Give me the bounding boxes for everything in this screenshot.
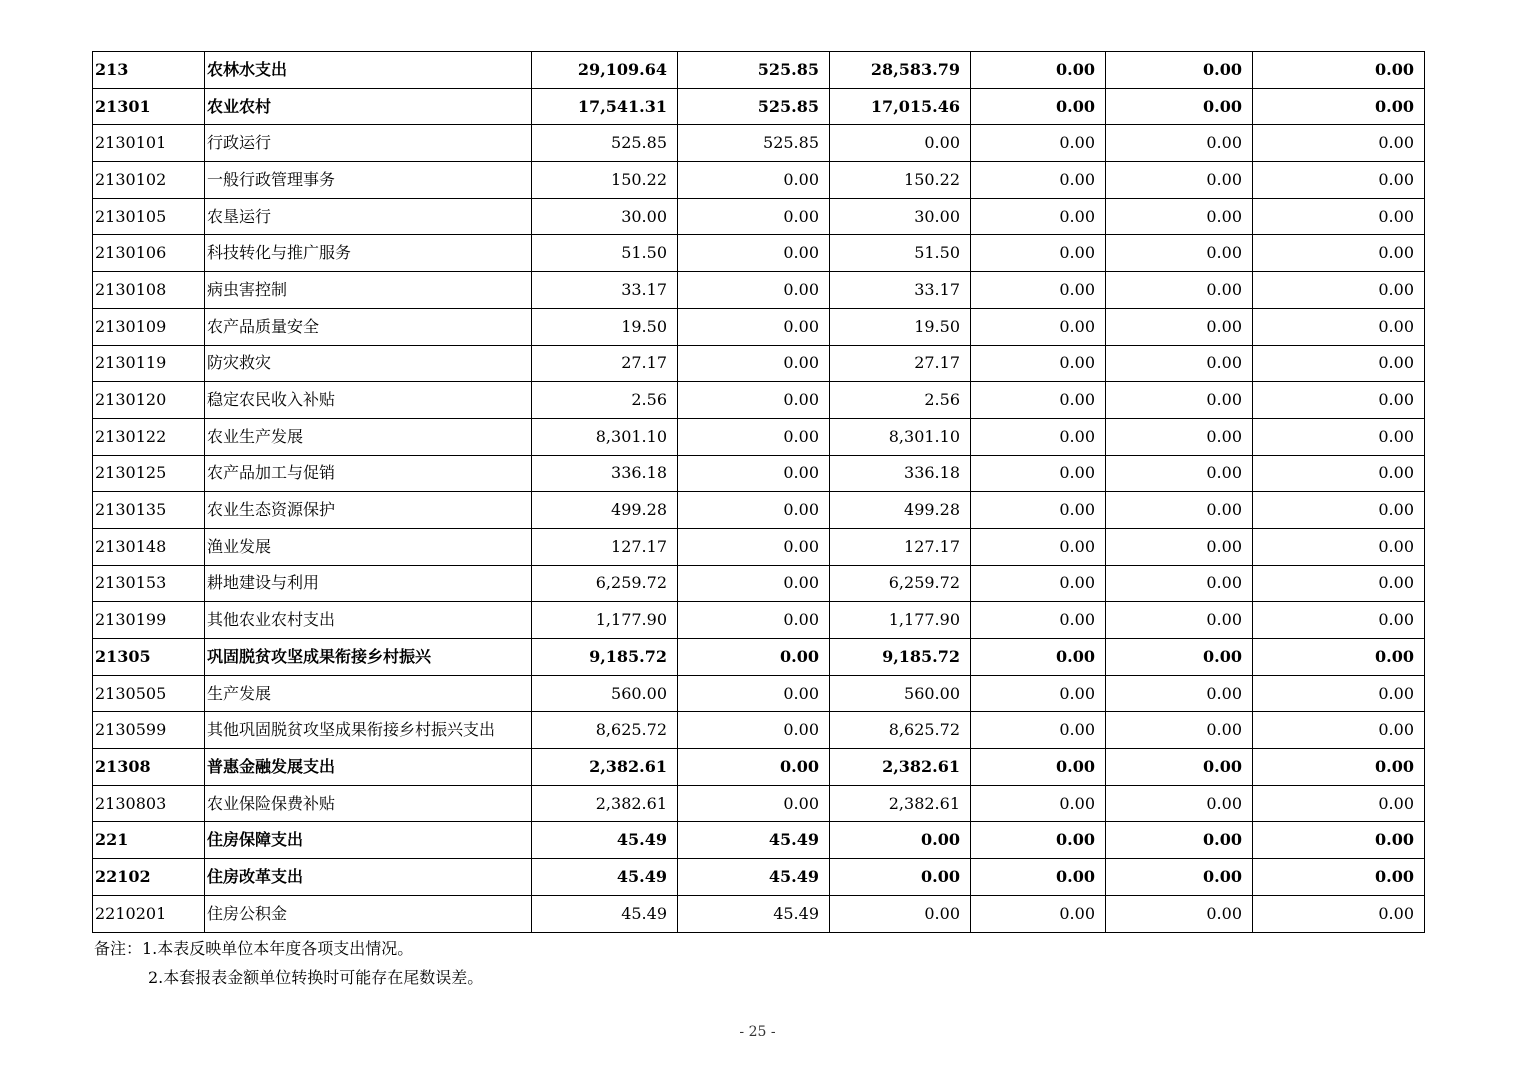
basic-expenditure-cell: 0.00 [678,712,830,749]
project-expenditure-cell: 8,625.72 [830,712,971,749]
project-expenditure-cell: 336.18 [830,455,971,492]
column-5-cell: 0.00 [1106,602,1253,639]
column-4-cell: 0.00 [971,272,1106,309]
column-6-cell: 0.00 [1253,675,1425,712]
total-cell: 45.49 [532,822,678,859]
table-row [93,308,1425,345]
column-6-cell: 0.00 [1253,822,1425,859]
column-5-cell: 0.00 [1106,455,1253,492]
table-row [93,822,1425,859]
column-6-cell: 0.00 [1253,492,1425,529]
column-4-cell: 0.00 [971,785,1106,822]
account-name-cell: 其他农业农村支出 [205,602,532,639]
table-body [93,52,1425,933]
column-4-cell: 0.00 [971,125,1106,162]
account-code-cell: 2130109 [93,308,205,345]
table-row [93,235,1425,272]
basic-expenditure-cell: 0.00 [678,602,830,639]
column-6-cell: 0.00 [1253,308,1425,345]
basic-expenditure-cell: 0.00 [678,345,830,382]
account-name-cell: 渔业发展 [205,528,532,565]
column-5-cell: 0.00 [1106,198,1253,235]
column-5-cell: 0.00 [1106,418,1253,455]
column-4-cell: 0.00 [971,455,1106,492]
column-5-cell: 0.00 [1106,895,1253,932]
table-row [93,198,1425,235]
basic-expenditure-cell: 0.00 [678,382,830,419]
total-cell: 127.17 [532,528,678,565]
account-name-cell: 耕地建设与利用 [205,565,532,602]
basic-expenditure-cell: 45.49 [678,822,830,859]
project-expenditure-cell: 0.00 [830,895,971,932]
account-code-cell: 21305 [93,639,205,676]
project-expenditure-cell: 127.17 [830,528,971,565]
total-cell: 499.28 [532,492,678,529]
table-row [93,272,1425,309]
column-6-cell: 0.00 [1253,345,1425,382]
column-5-cell: 0.00 [1106,565,1253,602]
total-cell: 336.18 [532,455,678,492]
column-6-cell: 0.00 [1253,639,1425,676]
table-row [93,382,1425,419]
account-code-cell: 2130102 [93,162,205,199]
total-cell: 2,382.61 [532,785,678,822]
column-4-cell: 0.00 [971,675,1106,712]
total-cell: 2.56 [532,382,678,419]
basic-expenditure-cell: 0.00 [678,565,830,602]
account-code-cell: 21308 [93,749,205,786]
basic-expenditure-cell: 525.85 [678,88,830,125]
basic-expenditure-cell: 0.00 [678,492,830,529]
column-4-cell: 0.00 [971,162,1106,199]
project-expenditure-cell: 2.56 [830,382,971,419]
basic-expenditure-cell: 525.85 [678,52,830,89]
account-code-cell: 2130119 [93,345,205,382]
basic-expenditure-cell: 0.00 [678,639,830,676]
account-name-cell: 巩固脱贫攻坚成果衔接乡村振兴 [205,639,532,676]
account-code-cell: 2130122 [93,418,205,455]
column-4-cell: 0.00 [971,749,1106,786]
table-row [93,52,1425,89]
column-5-cell: 0.00 [1106,88,1253,125]
column-4-cell: 0.00 [971,602,1106,639]
account-code-cell: 2130105 [93,198,205,235]
account-name-cell: 其他巩固脱贫攻坚成果衔接乡村振兴支出 [205,712,532,749]
column-6-cell: 0.00 [1253,602,1425,639]
column-6-cell: 0.00 [1253,88,1425,125]
table-row [93,125,1425,162]
account-code-cell: 2130120 [93,382,205,419]
account-code-cell: 213 [93,52,205,89]
total-cell: 29,109.64 [532,52,678,89]
account-name-cell: 防灾救灾 [205,345,532,382]
column-4-cell: 0.00 [971,895,1106,932]
column-6-cell: 0.00 [1253,125,1425,162]
account-name-cell: 科技转化与推广服务 [205,235,532,272]
project-expenditure-cell: 499.28 [830,492,971,529]
project-expenditure-cell: 560.00 [830,675,971,712]
total-cell: 9,185.72 [532,639,678,676]
basic-expenditure-cell: 0.00 [678,308,830,345]
total-cell: 8,301.10 [532,418,678,455]
total-cell: 525.85 [532,125,678,162]
note-line-1: 备注：1.本表反映单位本年度各项支出情况。 [94,939,414,958]
project-expenditure-cell: 0.00 [830,859,971,896]
account-name-cell: 农业生态资源保护 [205,492,532,529]
table-row [93,712,1425,749]
expenditure-table [92,51,1425,933]
column-6-cell: 0.00 [1253,528,1425,565]
basic-expenditure-cell: 0.00 [678,235,830,272]
account-name-cell: 农业农村 [205,88,532,125]
account-name-cell: 病虫害控制 [205,272,532,309]
table-row [93,88,1425,125]
account-code-cell: 2130125 [93,455,205,492]
account-code-cell: 2130135 [93,492,205,529]
basic-expenditure-cell: 0.00 [678,749,830,786]
project-expenditure-cell: 33.17 [830,272,971,309]
column-5-cell: 0.00 [1106,712,1253,749]
account-name-cell: 农林水支出 [205,52,532,89]
column-6-cell: 0.00 [1253,162,1425,199]
column-4-cell: 0.00 [971,528,1106,565]
column-5-cell: 0.00 [1106,492,1253,529]
table-row [93,895,1425,932]
column-6-cell: 0.00 [1253,235,1425,272]
account-code-cell: 2130148 [93,528,205,565]
column-5-cell: 0.00 [1106,749,1253,786]
basic-expenditure-cell: 45.49 [678,895,830,932]
project-expenditure-cell: 28,583.79 [830,52,971,89]
account-name-cell: 一般行政管理事务 [205,162,532,199]
column-6-cell: 0.00 [1253,895,1425,932]
total-cell: 27.17 [532,345,678,382]
account-code-cell: 2130599 [93,712,205,749]
account-code-cell: 2210201 [93,895,205,932]
column-5-cell: 0.00 [1106,308,1253,345]
account-name-cell: 普惠金融发展支出 [205,749,532,786]
column-4-cell: 0.00 [971,235,1106,272]
project-expenditure-cell: 9,185.72 [830,639,971,676]
project-expenditure-cell: 0.00 [830,125,971,162]
table-row [93,418,1425,455]
total-cell: 2,382.61 [532,749,678,786]
column-5-cell: 0.00 [1106,822,1253,859]
column-5-cell: 0.00 [1106,639,1253,676]
notes [94,938,483,996]
table-row [93,565,1425,602]
table-row [93,162,1425,199]
column-6-cell: 0.00 [1253,859,1425,896]
table-row [93,675,1425,712]
basic-expenditure-cell: 0.00 [678,418,830,455]
account-name-cell: 住房公积金 [205,895,532,932]
account-name-cell: 稳定农民收入补贴 [205,382,532,419]
project-expenditure-cell: 19.50 [830,308,971,345]
account-code-cell: 2130199 [93,602,205,639]
column-4-cell: 0.00 [971,639,1106,676]
column-4-cell: 0.00 [971,565,1106,602]
account-code-cell: 221 [93,822,205,859]
project-expenditure-cell: 6,259.72 [830,565,971,602]
column-4-cell: 0.00 [971,52,1106,89]
table-row [93,455,1425,492]
account-name-cell: 住房保障支出 [205,822,532,859]
column-6-cell: 0.00 [1253,272,1425,309]
basic-expenditure-cell: 0.00 [678,272,830,309]
project-expenditure-cell: 150.22 [830,162,971,199]
expenditure-table-container [92,51,1424,933]
column-6-cell: 0.00 [1253,198,1425,235]
column-5-cell: 0.00 [1106,125,1253,162]
account-code-cell: 22102 [93,859,205,896]
total-cell: 45.49 [532,859,678,896]
column-4-cell: 0.00 [971,859,1106,896]
column-5-cell: 0.00 [1106,859,1253,896]
column-5-cell: 0.00 [1106,52,1253,89]
column-6-cell: 0.00 [1253,418,1425,455]
account-name-cell: 农产品加工与促销 [205,455,532,492]
basic-expenditure-cell: 0.00 [678,162,830,199]
project-expenditure-cell: 51.50 [830,235,971,272]
table-row [93,602,1425,639]
column-5-cell: 0.00 [1106,382,1253,419]
account-name-cell: 行政运行 [205,125,532,162]
column-4-cell: 0.00 [971,345,1106,382]
column-5-cell: 0.00 [1106,785,1253,822]
column-5-cell: 0.00 [1106,345,1253,382]
total-cell: 6,259.72 [532,565,678,602]
account-code-cell: 2130803 [93,785,205,822]
account-name-cell: 农垦运行 [205,198,532,235]
column-4-cell: 0.00 [971,198,1106,235]
table-row [93,492,1425,529]
account-name-cell: 生产发展 [205,675,532,712]
column-4-cell: 0.00 [971,88,1106,125]
total-cell: 51.50 [532,235,678,272]
column-6-cell: 0.00 [1253,565,1425,602]
total-cell: 17,541.31 [532,88,678,125]
total-cell: 560.00 [532,675,678,712]
project-expenditure-cell: 2,382.61 [830,749,971,786]
account-code-cell: 21301 [93,88,205,125]
total-cell: 19.50 [532,308,678,345]
basic-expenditure-cell: 525.85 [678,125,830,162]
column-6-cell: 0.00 [1253,455,1425,492]
account-code-cell: 2130153 [93,565,205,602]
note-line-2: 2.本套报表金额单位转换时可能存在尾数误差。 [148,968,484,987]
basic-expenditure-cell: 0.00 [678,198,830,235]
basic-expenditure-cell: 0.00 [678,675,830,712]
total-cell: 1,177.90 [532,602,678,639]
table-row [93,345,1425,382]
table-row [93,749,1425,786]
column-4-cell: 0.00 [971,418,1106,455]
table-row [93,528,1425,565]
account-name-cell: 住房改革支出 [205,859,532,896]
basic-expenditure-cell: 0.00 [678,785,830,822]
column-5-cell: 0.00 [1106,528,1253,565]
account-name-cell: 农业保险保费补贴 [205,785,532,822]
column-6-cell: 0.00 [1253,52,1425,89]
project-expenditure-cell: 8,301.10 [830,418,971,455]
total-cell: 33.17 [532,272,678,309]
table-row [93,785,1425,822]
column-6-cell: 0.00 [1253,749,1425,786]
column-6-cell: 0.00 [1253,382,1425,419]
column-4-cell: 0.00 [971,308,1106,345]
page-number: - 25 - [739,1024,776,1040]
account-code-cell: 2130101 [93,125,205,162]
column-5-cell: 0.00 [1106,235,1253,272]
project-expenditure-cell: 17,015.46 [830,88,971,125]
project-expenditure-cell: 0.00 [830,822,971,859]
basic-expenditure-cell: 45.49 [678,859,830,896]
account-code-cell: 2130106 [93,235,205,272]
table-row [93,639,1425,676]
basic-expenditure-cell: 0.00 [678,528,830,565]
account-name-cell: 农业生产发展 [205,418,532,455]
column-5-cell: 0.00 [1106,272,1253,309]
column-4-cell: 0.00 [971,382,1106,419]
column-4-cell: 0.00 [971,712,1106,749]
table-row [93,859,1425,896]
account-code-cell: 2130108 [93,272,205,309]
total-cell: 45.49 [532,895,678,932]
project-expenditure-cell: 1,177.90 [830,602,971,639]
column-4-cell: 0.00 [971,822,1106,859]
column-5-cell: 0.00 [1106,675,1253,712]
project-expenditure-cell: 2,382.61 [830,785,971,822]
total-cell: 8,625.72 [532,712,678,749]
column-6-cell: 0.00 [1253,712,1425,749]
basic-expenditure-cell: 0.00 [678,455,830,492]
project-expenditure-cell: 27.17 [830,345,971,382]
total-cell: 30.00 [532,198,678,235]
column-4-cell: 0.00 [971,492,1106,529]
column-6-cell: 0.00 [1253,785,1425,822]
project-expenditure-cell: 30.00 [830,198,971,235]
column-5-cell: 0.00 [1106,162,1253,199]
account-name-cell: 农产品质量安全 [205,308,532,345]
total-cell: 150.22 [532,162,678,199]
account-code-cell: 2130505 [93,675,205,712]
